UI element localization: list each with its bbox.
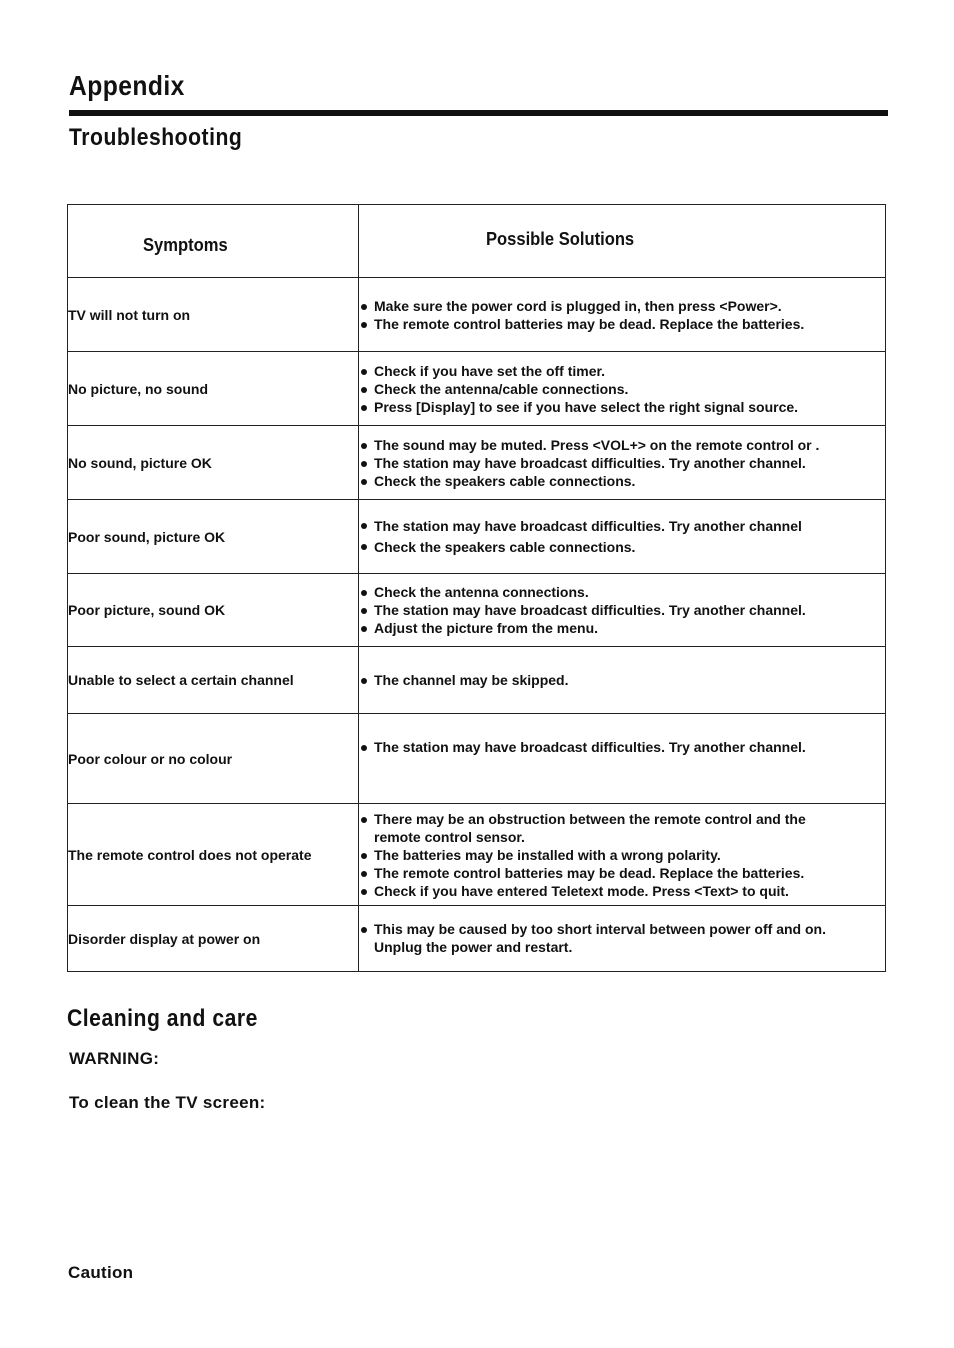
table-row — [68, 278, 886, 352]
table-row — [68, 574, 886, 647]
solution-item: Press [Display] to see if you have select the right signal source. — [359, 398, 885, 416]
table-row — [68, 352, 886, 426]
solution-item: The sound may be muted. Press <VOL+> on the remote control or . — [359, 436, 885, 454]
symptom-cell: Disorder display at power on — [68, 906, 359, 972]
symptom-cell: Unable to select a certain channel — [68, 647, 359, 714]
warning-label: WARNING: — [69, 1049, 160, 1068]
solution-cell — [359, 352, 886, 426]
solution-item: There may be an obstruction between the remote control and the remote control sensor. — [359, 810, 885, 846]
solution-cell — [359, 574, 886, 647]
symptom-cell: Poor picture, sound OK — [68, 574, 359, 647]
solution-cell — [359, 804, 886, 906]
solution-cell — [359, 426, 886, 500]
solution-item: Check the antenna connections. — [359, 583, 885, 601]
solution-item: The station may have broadcast difficulties. Try another channel. — [359, 738, 885, 756]
symptom-cell: Poor sound, picture OK — [68, 500, 359, 574]
solution-cell — [359, 278, 886, 352]
solution-item: Make sure the power cord is plugged in, then press <Power>. — [359, 297, 885, 315]
solution-list — [359, 436, 885, 490]
table-row — [68, 500, 886, 574]
solution-cell — [359, 500, 886, 574]
solution-list — [359, 671, 885, 689]
solution-list — [359, 297, 885, 333]
table-row — [68, 647, 886, 714]
solution-item: Check the speakers cable connections. — [359, 537, 885, 558]
title-divider — [69, 110, 888, 116]
clean-screen-label: To clean the TV screen: — [69, 1093, 266, 1112]
solution-list — [359, 516, 885, 558]
symptom-cell: The remote control does not operate — [68, 804, 359, 906]
cleaning-heading: Cleaning and care — [67, 1005, 258, 1032]
solution-cell — [359, 714, 886, 804]
table-row — [68, 426, 886, 500]
solution-item: Check the antenna/cable connections. — [359, 380, 885, 398]
solution-item: The station may have broadcast difficulties. Try another channel. — [359, 601, 885, 619]
solution-item: Adjust the picture from the menu. — [359, 619, 885, 637]
symptom-cell: No sound, picture OK — [68, 426, 359, 500]
table-header-row — [68, 205, 886, 278]
page-title: Appendix — [69, 70, 185, 101]
solution-item: Check if you have set the off timer. — [359, 362, 885, 380]
table-row — [68, 714, 886, 804]
solution-list — [359, 583, 885, 637]
table-row — [68, 906, 886, 972]
caution-label: Caution — [68, 1263, 134, 1282]
symptom-cell: No picture, no sound — [68, 352, 359, 426]
solution-list — [359, 920, 885, 956]
solution-item: This may be caused by too short interval between power off and on. Unplug the power and restart. — [359, 920, 885, 956]
solutions-header: Possible Solutions — [359, 205, 886, 278]
solution-item: The batteries may be installed with a wrong polarity. — [359, 846, 885, 864]
solution-item: The station may have broadcast difficulties. Try another channel. — [359, 454, 885, 472]
symptom-cell: TV will not turn on — [68, 278, 359, 352]
solution-item: The channel may be skipped. — [359, 671, 885, 689]
solution-list — [359, 362, 885, 416]
symptoms-header: Symptoms — [68, 205, 359, 278]
symptom-cell: Poor colour or no colour — [68, 714, 359, 804]
solution-item: Check if you have entered Teletext mode. Press <Text> to quit. — [359, 882, 885, 900]
solution-item: The station may have broadcast difficulties. Try another channel — [359, 516, 885, 537]
solution-cell — [359, 906, 886, 972]
solution-item: Check the speakers cable connections. — [359, 472, 885, 490]
solution-item: The remote control batteries may be dead. Replace the batteries. — [359, 315, 885, 333]
table-row — [68, 804, 886, 906]
troubleshooting-table — [67, 204, 886, 972]
solution-item: The remote control batteries may be dead. Replace the batteries. — [359, 864, 885, 882]
solution-cell — [359, 647, 886, 714]
troubleshooting-heading: Troubleshooting — [69, 124, 243, 151]
solution-list — [359, 738, 885, 756]
solution-list — [359, 810, 885, 900]
